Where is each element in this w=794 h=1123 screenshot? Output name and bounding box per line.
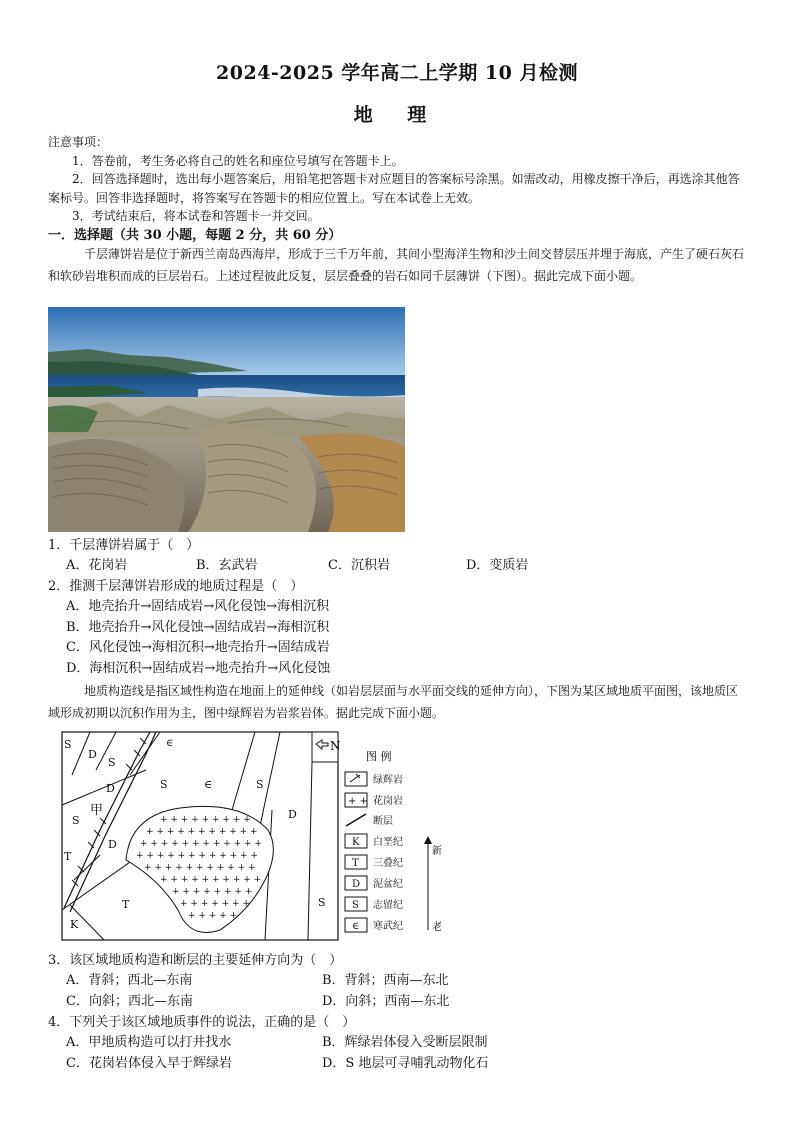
notes-heading: 注意事项： bbox=[48, 135, 109, 149]
stratum-label: ∈ bbox=[204, 778, 213, 791]
legend-symbol: K bbox=[352, 837, 360, 848]
svg-text:+ + + + + + +: + + + + + + + bbox=[180, 899, 250, 909]
svg-text:+ + + + + + + + + +: + + + + + + + + + + bbox=[160, 875, 262, 885]
svg-text:+ + + + + + + +: + + + + + + + + bbox=[172, 887, 253, 897]
legend-label: 绿辉岩 bbox=[373, 775, 403, 786]
question-1-options bbox=[66, 556, 596, 577]
option: C．向斜；西北—东南 bbox=[66, 993, 193, 1009]
stratum-label: D bbox=[108, 838, 117, 851]
section-title: 一．选择题（共 30 小题，每题 2 分，共 60 分） bbox=[48, 228, 342, 243]
legend-symbol: ∈ bbox=[352, 921, 360, 932]
legend-symbol: T bbox=[352, 858, 359, 869]
svg-text:+ + + + + + + + + + +: + + + + + + + + + + + bbox=[144, 863, 256, 873]
stratum-label: S bbox=[64, 738, 72, 751]
option: D．海相沉积→固结成岩→地壳抬升→风化侵蚀 bbox=[66, 660, 331, 676]
option: C．花岗岩体侵入早于辉绿岩 bbox=[66, 1055, 232, 1071]
exam-title: 2024-2025 学年高二上学期 10 月检测 bbox=[216, 62, 578, 84]
geological-map bbox=[60, 730, 460, 944]
option: C．风化侵蚀→海相沉积→地壳抬升→固结成岩 bbox=[66, 640, 330, 655]
legend-symbol: D bbox=[352, 879, 361, 890]
structure-label-jia: 甲 bbox=[90, 803, 104, 818]
question-3-stem: 3．该区域地质构造和断层的主要延伸方向为（ ） bbox=[48, 953, 343, 968]
question-2-stem: 2．推测千层薄饼岩形成的地质过程是（ ） bbox=[48, 579, 304, 594]
legend-label: 断层 bbox=[373, 816, 393, 827]
stratum-label: D bbox=[106, 782, 115, 795]
arrow-up-icon bbox=[424, 836, 432, 844]
option: B．地壳抬升→风化侵蚀→固结成岩→海相沉积 bbox=[66, 619, 330, 635]
north-label: N bbox=[330, 739, 341, 753]
legend-title: 图 例 bbox=[366, 750, 392, 763]
question-2-options bbox=[66, 597, 330, 679]
stratum-label: S bbox=[108, 756, 116, 769]
notes bbox=[48, 133, 748, 226]
note-item: 1．答卷前，考生务必将自己的姓名和座位号填写在答题卡上。 bbox=[72, 153, 404, 168]
stratum-label: ∈ bbox=[166, 738, 174, 749]
question-4-stem: 4．下列关于该区域地质事件的说法，正确的是（ ） bbox=[48, 1015, 356, 1030]
age-new-label: 新 bbox=[432, 846, 442, 857]
question-4-options bbox=[66, 1033, 578, 1074]
option: B．玄武岩 bbox=[196, 558, 258, 573]
stratum-label: S bbox=[160, 778, 168, 791]
legend-symbol: + + bbox=[348, 796, 368, 807]
stratum-label: S bbox=[318, 896, 326, 909]
option: B．辉绿岩体侵入受断层限制 bbox=[322, 1035, 488, 1050]
option: D．向斜；西南—东北 bbox=[322, 993, 450, 1009]
question-1-stem: 1．千层薄饼岩属于（ ） bbox=[48, 538, 200, 553]
option: A．花岗岩 bbox=[66, 558, 128, 573]
exam-subject: 地 理 bbox=[353, 104, 441, 126]
question-3-options bbox=[66, 971, 578, 1012]
passage-1: 千层薄饼岩是位于新西兰南岛西海岸，形成于三千万年前，其间小型海洋生物和沙土间交替层压并埋于海底，产生了硬石灰石和软砂岩堆积而成的巨层岩石。上述过程彼此反复，层层叠叠的岩石如同千层薄饼（下图）。据此完成下面小题。 bbox=[48, 247, 745, 283]
svg-text:+ + + + +: + + + + + bbox=[188, 911, 238, 921]
option: A．背斜；西北—东南 bbox=[66, 973, 193, 988]
stratum-label: T bbox=[122, 898, 130, 911]
stratum-label: S bbox=[72, 814, 80, 827]
pancake-rocks-photo bbox=[48, 307, 405, 532]
option: C．沉积岩 bbox=[328, 558, 390, 573]
passage-2: 地质构造线是指区域性构造在地面上的延伸线（如岩层层面与水平面交线的延伸方向），下图为某区域地质平面图，该地质区域形成初期以沉积作用为主，图中绿辉岩为岩浆岩体。据此完成下面小题。 bbox=[48, 684, 739, 720]
option: B．背斜；西南—东北 bbox=[322, 973, 449, 988]
stratum-label: T bbox=[64, 850, 72, 863]
svg-text:+ + + + + + + + + + + +: + + + + + + + + + + + + bbox=[140, 839, 262, 849]
legend-label: 白垩纪 bbox=[373, 837, 403, 848]
legend-label: 花岗岩 bbox=[373, 796, 403, 807]
option: D．S 地层可寻哺乳动物化石 bbox=[322, 1055, 489, 1071]
svg-text:+ + + + + + + + + + + +: + + + + + + + + + + + + bbox=[136, 851, 258, 861]
svg-text:+ + + + + + + + + + +: + + + + + + + + + + + bbox=[146, 827, 258, 837]
stratum-label: D bbox=[88, 748, 97, 761]
svg-text:+ + + + + + + + +: + + + + + + + + + bbox=[160, 815, 251, 825]
option: A．甲地质构造可以打井找水 bbox=[66, 1035, 232, 1050]
note-item: 2．回答选择题时，选出每小题答案后，用铅笔把答题卡对应题目的答案标号涂黑。如需改动，用橡皮擦干净后，再选涂其他答案标号。回答非选择题时，将答案写在答题卡的相应位置上。写在本试卷上无效。 bbox=[48, 172, 740, 205]
legend-label: 志留纪 bbox=[373, 900, 403, 911]
map-legend bbox=[345, 749, 442, 933]
legend-label: 三叠纪 bbox=[373, 858, 403, 869]
legend-label: 泥盆纪 bbox=[373, 879, 403, 890]
stratum-label: D bbox=[288, 808, 297, 821]
note-item: 3．考试结束后，将本试卷和答题卡一并交回。 bbox=[72, 209, 320, 223]
age-old-label: 老 bbox=[432, 922, 442, 933]
option: A．地壳抬升→固结成岩→风化侵蚀→海相沉积 bbox=[66, 599, 330, 614]
option: D．变质岩 bbox=[466, 558, 529, 573]
stratum-label: K bbox=[70, 918, 79, 931]
legend-label: 寒武纪 bbox=[373, 921, 403, 932]
legend-symbol: S bbox=[352, 900, 359, 911]
stratum-label: S bbox=[256, 778, 264, 791]
